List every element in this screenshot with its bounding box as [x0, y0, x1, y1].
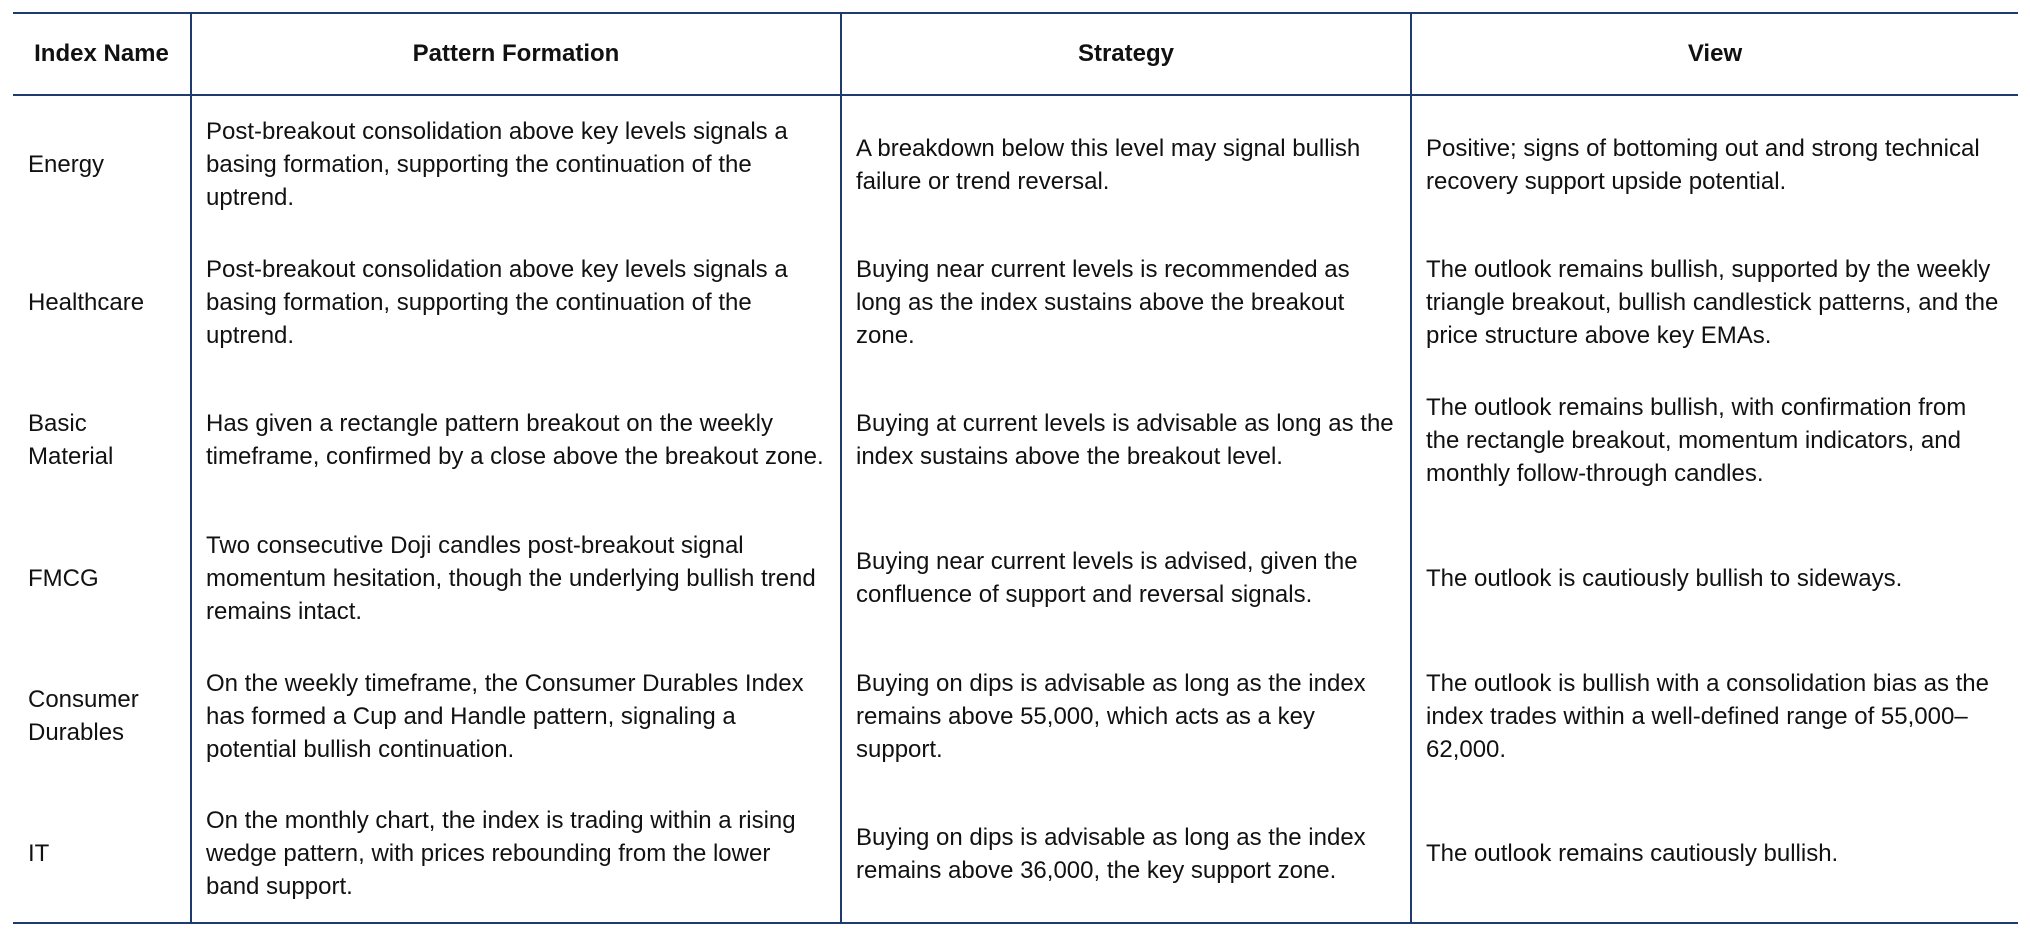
cell-strategy: Buying at current levels is advisable as long as the index sustains above the breakout level.: [841, 371, 1411, 509]
cell-index-name: Energy: [28, 151, 105, 178]
cell-index-name: IT: [28, 840, 50, 867]
cell-pattern-formation: Has given a rectangle pattern breakout on the weekly timeframe, confirmed by a close above the breakout zone.: [191, 371, 841, 509]
header-view: View: [1411, 13, 2018, 95]
header-strategy: Strategy: [841, 13, 1411, 95]
cell-strategy: Buying near current levels is advised, given the confluence of support and reversal signals.: [841, 509, 1411, 647]
header-row: [13, 13, 2018, 95]
table-row: [13, 233, 2018, 371]
table-body: [13, 95, 2018, 923]
cell-view: The outlook is cautiously bullish to sideways.: [1411, 509, 2018, 647]
cell-strategy: Buying near current levels is recommended as long as the index sustains above the breakout zone.: [841, 233, 1411, 371]
cell-view: Positive; signs of bottoming out and strong technical recovery support upside potential.: [1411, 95, 2018, 233]
cell-index-name: FMCG: [28, 564, 99, 592]
cell-view: The outlook remains bullish, with confirmation from the rectangle breakout, momentum indicators, and monthly follow-through candles.: [1411, 371, 2018, 509]
cell-view: The outlook is bullish with a consolidation bias as the index trades within a well-defined range of 55,000–62,000.: [1411, 647, 2018, 785]
table-row: [13, 371, 2018, 509]
cell-pattern-formation: On the weekly timeframe, the Consumer Durables Index has formed a Cup and Handle pattern, signaling a potential bullish continuation.: [191, 647, 841, 785]
sector-outlook-table-container: [13, 12, 2018, 924]
cell-index-name: Basic Material: [28, 410, 114, 470]
cell-index-name: Healthcare: [28, 288, 145, 316]
cell-pattern-formation: Post-breakout consolidation above key levels signals a basing formation, supporting the continuation of the uptrend.: [191, 233, 841, 371]
table-row: [13, 95, 2018, 233]
cell-pattern-formation: Two consecutive Doji candles post-breakout signal momentum hesitation, though the underlying bullish trend remains intact.: [191, 509, 841, 647]
cell-strategy: Buying on dips is advisable as long as the index remains above 36,000, the key support zone.: [841, 785, 1411, 923]
sector-outlook-table: [13, 12, 2018, 924]
table-row: [13, 785, 2018, 923]
table-row: [13, 509, 2018, 647]
cell-strategy: Buying on dips is advisable as long as the index remains above 55,000, which acts as a key support.: [841, 647, 1411, 785]
cell-index-name: Consumer Durables: [28, 686, 139, 746]
cell-view: The outlook remains bullish, supported by the weekly triangle breakout, bullish candlestick patterns, and the price structure above key EMAs.: [1411, 233, 2018, 371]
table-row: [13, 647, 2018, 785]
table-header: [13, 13, 2018, 95]
header-index-name: Index Name: [34, 40, 169, 67]
cell-pattern-formation: Post-breakout consolidation above key levels signals a basing formation, supporting the continuation of the uptrend.: [191, 95, 841, 233]
cell-strategy: A breakdown below this level may signal bullish failure or trend reversal.: [841, 95, 1411, 233]
header-pattern-formation: Pattern Formation: [191, 13, 841, 95]
cell-view: The outlook remains cautiously bullish.: [1411, 785, 2018, 923]
cell-pattern-formation: On the monthly chart, the index is trading within a rising wedge pattern, with prices rebounding from the lower band support.: [191, 785, 841, 923]
